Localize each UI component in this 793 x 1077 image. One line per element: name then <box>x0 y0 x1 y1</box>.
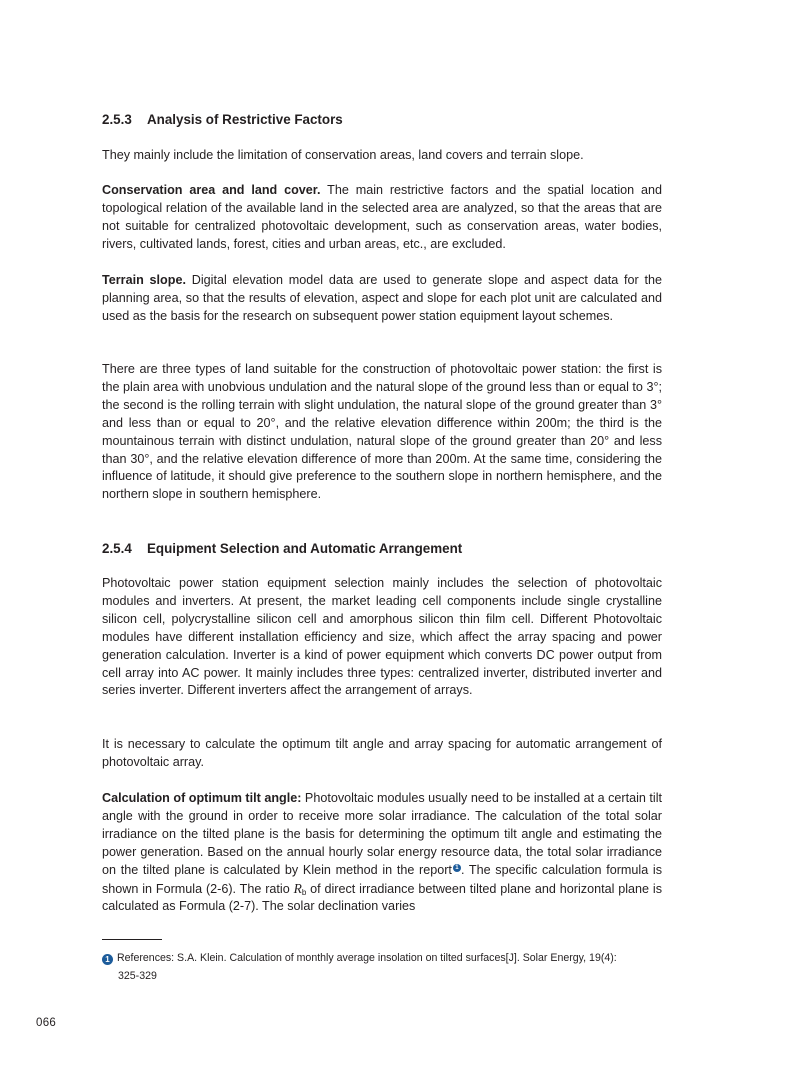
section-number: 2.5.3 <box>102 112 132 127</box>
section-heading-2-5-3 <box>102 112 343 127</box>
footnote-line-continued <box>102 968 662 986</box>
paragraph-terrain-slope: Terrain slope. Digital elevation model data are used to generate slope and aspect data for the planning area, so that the results of elevation, aspect and slope for each plot unit are calculated and used as the basis for the research on subsequent power station equipment layout schemes. <box>102 273 662 323</box>
paragraph-land-types: There are three types of land suitable for the construction of photovoltaic power station: the first is the plain area with unobvious undulation and the natural slope of the ground less than or equal to 3°; the second is the rolling terrain with slight undulation, the natural slope of the ground greater than 3° and less than or equal to 20°, and the relative elevation difference within 200m; the third is the mountainous terrain with distinct undulation, natural slope of the ground greater than 20° and less than 30°, and the relative elevation difference of more than 200m. At the same time, considering the influence of latitude, it should give preference to the southern slope in northern hemisphere, and the northern slope in southern hemisphere. <box>102 362 662 502</box>
footnote-divider <box>102 939 162 940</box>
section-number: 2.5.4 <box>102 541 132 556</box>
paragraph-intro: They mainly include the limitation of conservation areas, land covers and terrain slope. <box>102 148 584 162</box>
paragraph-lead: Calculation of optimum tilt angle: <box>102 791 302 805</box>
paragraph-lead: Conservation area and land cover. <box>102 183 321 197</box>
paragraph-equipment: Photovoltaic power station equipment selection mainly includes the selection of photovoltaic modules and inverters. At present, the market leading cell components include single crystalline silicon cell, polycrystalline silicon cell and amorphous silicon thin film cell. Different Photovoltaic modules have different installation efficiency and size, which affect the array spacing and power generation calculation. Inverter is a kind of power equipment which converts DC power output from cell array into AC power. It mainly includes three types: centralized inverter, distributed inverter and series inverter. Different inverters affect the arrangement of arrays. <box>102 576 662 698</box>
paragraph-conservation: Conservation area and land cover. The main restrictive factors and the spatial location and topological relation of the available land in the selected area are analyzed, so that the areas that are not suitable for centralized photovoltaic development, such as conservation areas, water bodies, rivers, cultivated lands, forest, cities and urban areas, etc., are excluded. <box>102 183 663 251</box>
footnote-text: References: S.A. Klein. Calculation of monthly average insolation on tilted surfaces[J]. Solar Energy, 19(4): <box>117 952 617 964</box>
section-heading-2-5-4 <box>102 541 462 556</box>
page-number: 066 <box>36 1017 57 1029</box>
footnote-reference-marker[interactable]: 1 <box>453 864 461 872</box>
paragraph-necessary: It is necessary to calculate the optimum tilt angle and array spacing for automatic arrangement of photovoltaic array. <box>102 737 662 769</box>
paragraph-lead: Terrain slope. <box>102 273 186 287</box>
section-title: Equipment Selection and Automatic Arrangement <box>147 541 463 556</box>
math-subscript: b <box>301 887 307 897</box>
section-title: Analysis of Restrictive Factors <box>147 112 343 127</box>
footnote-line <box>102 950 662 968</box>
math-symbol: R <box>293 880 302 896</box>
footnote <box>102 950 662 985</box>
footnote-pages: 325-329 <box>118 969 157 982</box>
footnote-number-icon: 1 <box>102 954 113 965</box>
paragraph-tilt-angle: Calculation of optimum tilt angle: Photovoltaic modules usually need to be installed at a certain tilt angle with the ground in order to receive more solar irradiance. The calculation of the total solar irradiance on the tilted plane is the basis for determining the optimum tilt angle and estimating the power generation. Based on the annual hourly solar energy resource data, the total solar irradiance on the tilted plane is calculated by Klein method in the report 1 . The specific calculation formula is shown in Formula (2-6). The ratio $R_b$ of direct irradiance between tilted plane and horizontal plane is calculated as Formula (2-7). The solar declination varies <box>102 791 662 914</box>
